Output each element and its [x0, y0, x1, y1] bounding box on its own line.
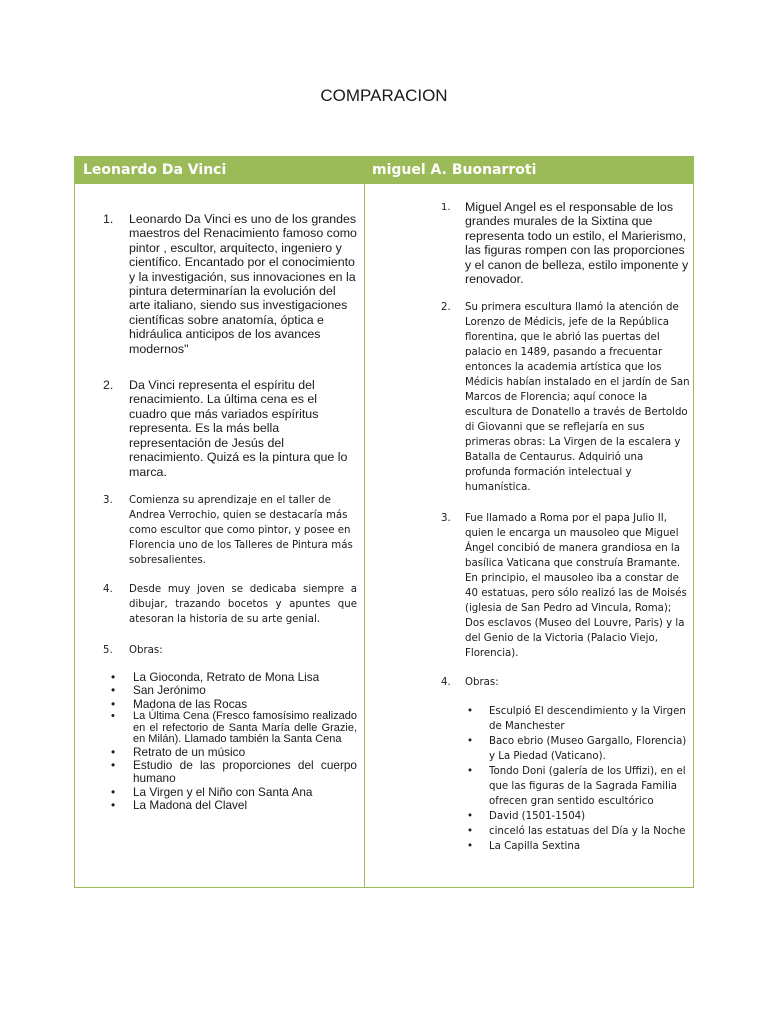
list-number: 5.	[103, 644, 113, 656]
leonardo-works-list	[103, 671, 357, 813]
list-text: Obras:	[465, 677, 499, 689]
list-item: • Madona de las Rocas	[103, 698, 357, 711]
list-item: • La Última Cena (Fresco famosísimo realizado en el refectorio de Santa María delle Grazie, en Milán). Llamado también la Santa Cena	[103, 711, 357, 746]
page-title: COMPARACION	[320, 86, 448, 105]
list-item: • Esculpió El descendimiento y la Virgen de Manchester	[459, 704, 695, 734]
miguel-item-3	[441, 511, 691, 661]
list-text: Miguel Angel es el responsable de los grandes murales de la Sixtina que representa todo un estilo, el Marierismo, las figuras rompen con las proporciones y el canon de belleza, estilo imponente y renovador.	[465, 200, 689, 287]
leonardo-item-3	[103, 493, 357, 568]
miguel-item-1	[441, 200, 691, 286]
list-item: • La Capilla Sextina	[459, 839, 695, 854]
list-number: 2.	[103, 378, 114, 393]
leonardo-item-5	[103, 643, 357, 658]
list-item: • Estudio de las proporciones del cuerpo humano	[103, 759, 357, 786]
comparison-table	[74, 156, 694, 888]
leonardo-column	[103, 184, 357, 813]
header-leonardo: Leonardo Da Vinci	[83, 162, 227, 178]
leonardo-item-4	[103, 582, 357, 627]
list-text: Comienza su aprendizaje en el taller de Andrea Verrochio, quien se destacaría más como escultor que como pintor, y posee en Florencia uno de los Talleres de Pintura más sobresalientes.	[129, 494, 353, 566]
list-text: Obras:	[129, 644, 163, 656]
list-item: • La Virgen y el Niño con Santa Ana	[103, 786, 357, 799]
list-number: 3.	[103, 494, 113, 506]
list-item: • David (1501-1504)	[459, 809, 695, 824]
list-item: • La Gioconda, Retrato de Mona Lisa	[103, 671, 357, 684]
list-text: Da Vinci representa el espíritu del renacimiento. La última cena es el cuadro que más variados espíritus representa. Es la más bella representación de Jesús del renacimiento. Quizá es la pintura que lo marca.	[129, 378, 348, 479]
list-item: • La Madona del Clavel	[103, 799, 357, 812]
miguel-works-list	[441, 704, 695, 854]
list-item: • Baco ebrio (Museo Gargallo, Florencia) y La Piedad (Vaticano).	[459, 734, 695, 764]
list-number: 4.	[441, 677, 451, 689]
list-item: • cinceló las estatuas del Día y la Noche	[459, 824, 695, 839]
header-miguel: miguel A. Buonarroti	[372, 162, 537, 178]
list-item: • Retrato de un músico	[103, 746, 357, 759]
list-number: 4.	[103, 583, 113, 595]
list-text: Leonardo Da Vinci es uno de los grandes maestros del Renacimiento famoso como pintor , escultor, arquitecto, ingeniero y científico. Encantado por el conocimiento y la investigación, sus innovaciones en la pintura determinarían la evolución del arte italiano, siendo sus investigaciones científicas sobre anatomía, óptica e hidráulica anticipos de los avances modernos"	[129, 212, 357, 356]
list-number: 1.	[103, 212, 114, 226]
list-item: • Tondo Doni (galería de los Uffizi), en el que las figuras de la Sagrada Familia ofrecen gran sentido escultórico	[459, 764, 695, 809]
leonardo-item-1	[103, 212, 357, 356]
column-divider	[364, 157, 365, 887]
list-number: 3.	[441, 513, 451, 525]
miguel-item-2	[441, 300, 691, 495]
miguel-column	[441, 184, 691, 854]
leonardo-item-2	[103, 378, 357, 479]
list-item: • San Jerónimo	[103, 684, 357, 697]
list-number: 2.	[441, 302, 451, 314]
list-number: 1.	[441, 202, 451, 213]
list-text: Su primera escultura llamó la atención de Lorenzo de Médicis, jefe de la República florentina, que le abrió las puertas del palacio en 1489, pasando a frecuentar entonces la academia artística que los Médicis habían instalado en el jardín de San Marcos de Florencia; aquí conoce la escultura de Donatello a través de Bertoldo di Giovanni que se reflejaría en sus primeras obras: La Virgen de la escalera y Batalla de Centaurus. Adquirió una profunda formación intelectual y humanística.	[465, 302, 690, 494]
miguel-item-4	[441, 675, 691, 690]
table-header-row	[75, 157, 693, 184]
list-text: Desde muy joven se dedicaba siempre a dibujar, trazando bocetos y apuntes que atesoran la historia de su arte genial.	[129, 583, 357, 625]
list-text: Fue llamado a Roma por el papa Julio II, quien le encarga un mausoleo que Miguel Ángel concibió de manera grandiosa en la basílica Vaticana que construía Bramante. En principio, el mausoleo iba a constar de 40 estatuas, pero sólo realizó las de Moisés (iglesia de San Pedro ad Vincula, Roma); Dos esclavos (Museo del Louvre, Paris) y la del Genio de la Victoria (Palacio Viejo, Florencia).	[465, 513, 687, 660]
